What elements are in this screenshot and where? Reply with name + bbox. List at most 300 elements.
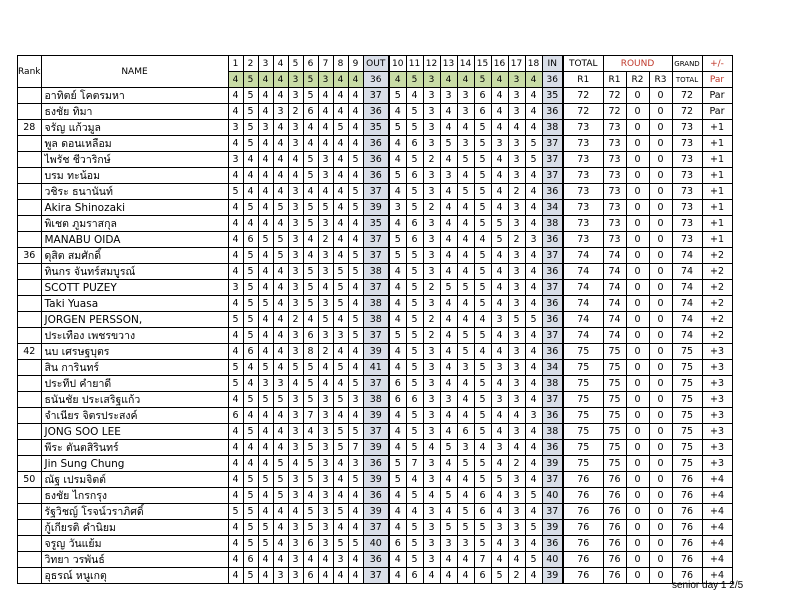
hole-score: 3 xyxy=(491,312,508,328)
hole-number-header: 9 xyxy=(348,56,363,72)
rank-cell xyxy=(18,104,42,120)
par-value: 3 xyxy=(508,72,525,88)
hole-score: 5 xyxy=(406,488,423,504)
rank-cell xyxy=(18,408,42,424)
hole-score: 4 xyxy=(333,312,348,328)
hole-score: 5 xyxy=(318,312,333,328)
hole-score: 4 xyxy=(491,120,508,136)
total-score: 75 xyxy=(563,440,603,456)
hole-score: 4 xyxy=(440,456,457,472)
hole-score: 6 xyxy=(243,232,258,248)
hole-score: 6 xyxy=(474,488,491,504)
hole-number-header: 2 xyxy=(243,56,258,72)
hole-score: 3 xyxy=(288,120,303,136)
total-score: 75 xyxy=(563,456,603,472)
hole-score: 4 xyxy=(303,184,318,200)
hole-score: 4 xyxy=(228,248,243,264)
player-name: นบ เศรษฐบุตร xyxy=(41,344,228,360)
hole-score: 5 xyxy=(406,152,423,168)
round-2-score: 0 xyxy=(626,200,649,216)
hole-score: 3 xyxy=(423,408,440,424)
hole-score: 3 xyxy=(288,344,303,360)
hole-score: 4 xyxy=(491,328,508,344)
hole-score: 4 xyxy=(318,280,333,296)
hole-score: 4 xyxy=(303,424,318,440)
hole-score: 5 xyxy=(273,472,288,488)
round-1-score: 75 xyxy=(603,424,626,440)
hole-score: 3 xyxy=(508,328,525,344)
grand-total-score: 73 xyxy=(672,200,702,216)
hole-score: 5 xyxy=(258,472,273,488)
hole-score: 3 xyxy=(508,520,525,536)
player-row xyxy=(18,472,733,488)
hole-score: 5 xyxy=(389,248,406,264)
hole-score: 2 xyxy=(288,104,303,120)
in-score: 40 xyxy=(542,488,563,504)
round-1-score: 73 xyxy=(603,136,626,152)
plus-minus-header-top: +/- xyxy=(702,56,732,72)
round-1-score: 76 xyxy=(603,536,626,552)
hole-score: 5 xyxy=(303,168,318,184)
player-row xyxy=(18,536,733,552)
hole-score: 4 xyxy=(491,168,508,184)
hole-score: 4 xyxy=(258,280,273,296)
hole-score: 4 xyxy=(228,296,243,312)
round-1-score: 74 xyxy=(603,328,626,344)
hole-score: 4 xyxy=(258,264,273,280)
hole-score: 3 xyxy=(440,392,457,408)
par-value: 4 xyxy=(348,72,363,88)
hole-score: 5 xyxy=(457,504,474,520)
plus-minus-par: +2 xyxy=(702,280,732,296)
hole-score: 3 xyxy=(508,88,525,104)
round-1-score: 72 xyxy=(603,88,626,104)
round-3-score: 0 xyxy=(649,88,672,104)
out-score: 36 xyxy=(363,456,389,472)
hole-score: 5 xyxy=(406,296,423,312)
hole-score: 4 xyxy=(440,232,457,248)
hole-score: 5 xyxy=(303,456,318,472)
hole-score: 4 xyxy=(474,312,491,328)
hole-score: 4 xyxy=(525,344,542,360)
hole-score: 5 xyxy=(243,520,258,536)
hole-score: 4 xyxy=(228,136,243,152)
hole-score: 7 xyxy=(474,552,491,568)
hole-score: 3 xyxy=(423,88,440,104)
grand-total-score: 73 xyxy=(672,136,702,152)
in-score: 37 xyxy=(542,392,563,408)
hole-score: 3 xyxy=(288,264,303,280)
hole-score: 4 xyxy=(303,136,318,152)
in-score: 36 xyxy=(542,536,563,552)
hole-score: 3 xyxy=(423,264,440,280)
player-row xyxy=(18,200,733,216)
plus-minus-par: +2 xyxy=(702,248,732,264)
hole-score: 5 xyxy=(406,248,423,264)
rank-header: Rank xyxy=(18,56,42,88)
grand-total-score: 74 xyxy=(672,248,702,264)
hole-score: 4 xyxy=(333,408,348,424)
out-score: 38 xyxy=(363,264,389,280)
hole-score: 6 xyxy=(474,104,491,120)
hole-score: 5 xyxy=(258,520,273,536)
hole-score: 3 xyxy=(423,536,440,552)
round-1-score: 75 xyxy=(603,392,626,408)
hole-score: 4 xyxy=(228,264,243,280)
hole-score: 4 xyxy=(228,232,243,248)
par-value: 4 xyxy=(258,72,273,88)
hole-score: 3 xyxy=(508,376,525,392)
round-3-score: 0 xyxy=(649,536,672,552)
hole-score: 5 xyxy=(288,360,303,376)
round-2-score: 0 xyxy=(626,296,649,312)
player-row xyxy=(18,216,733,232)
hole-score: 5 xyxy=(406,200,423,216)
player-row xyxy=(18,392,733,408)
rank-cell xyxy=(18,536,42,552)
player-name: รัฐวิชญ์ โรจน์วราภิศดิ์ xyxy=(41,504,228,520)
hole-score: 2 xyxy=(423,152,440,168)
out-score: 36 xyxy=(363,168,389,184)
hole-score: 3 xyxy=(491,360,508,376)
hole-score: 2 xyxy=(318,344,333,360)
out-score: 36 xyxy=(363,136,389,152)
hole-score: 4 xyxy=(457,568,474,584)
hole-score: 4 xyxy=(258,248,273,264)
hole-score: 5 xyxy=(525,312,542,328)
hole-score: 5 xyxy=(457,456,474,472)
hole-score: 4 xyxy=(273,168,288,184)
player-row xyxy=(18,312,733,328)
out-score: 36 xyxy=(363,152,389,168)
hole-score: 6 xyxy=(406,568,423,584)
round-2-score: 0 xyxy=(626,520,649,536)
player-row xyxy=(18,408,733,424)
hole-score: 5 xyxy=(333,424,348,440)
hole-score: 4 xyxy=(508,408,525,424)
hole-score: 3 xyxy=(288,488,303,504)
in-score: 38 xyxy=(542,216,563,232)
in-score: 37 xyxy=(542,504,563,520)
hole-score: 4 xyxy=(273,152,288,168)
plus-minus-par: +4 xyxy=(702,504,732,520)
hole-score: 4 xyxy=(457,488,474,504)
hole-score: 3 xyxy=(508,216,525,232)
hole-score: 5 xyxy=(474,216,491,232)
hole-score: 4 xyxy=(440,264,457,280)
player-name: Taki Yuasa xyxy=(41,296,228,312)
hole-score: 2 xyxy=(318,232,333,248)
rank-cell xyxy=(18,200,42,216)
hole-score: 3 xyxy=(318,424,333,440)
hole-score: 5 xyxy=(474,184,491,200)
hole-score: 4 xyxy=(288,168,303,184)
out-score: 37 xyxy=(363,88,389,104)
hole-number-header: 16 xyxy=(491,56,508,72)
hole-score: 5 xyxy=(406,104,423,120)
plus-minus-par: +1 xyxy=(702,152,732,168)
hole-score: 4 xyxy=(457,552,474,568)
hole-score: 5 xyxy=(389,328,406,344)
player-name: พีระ ตันตสิรินทร์ xyxy=(41,440,228,456)
round-3-score: 0 xyxy=(649,344,672,360)
hole-score: 4 xyxy=(228,488,243,504)
hole-score: 3 xyxy=(318,520,333,536)
hole-score: 4 xyxy=(273,552,288,568)
round-2-score: 0 xyxy=(626,88,649,104)
hole-score: 4 xyxy=(333,376,348,392)
hole-score: 5 xyxy=(440,136,457,152)
hole-score: 3 xyxy=(508,104,525,120)
round-2-score: 0 xyxy=(626,312,649,328)
hole-score: 3 xyxy=(348,456,363,472)
hole-score: 4 xyxy=(228,536,243,552)
hole-score: 3 xyxy=(288,472,303,488)
in-score: 37 xyxy=(542,248,563,264)
hole-score: 5 xyxy=(474,456,491,472)
total-score: 73 xyxy=(563,152,603,168)
grand-total-score: 73 xyxy=(672,152,702,168)
rank-cell xyxy=(18,392,42,408)
grand-total-score: 75 xyxy=(672,376,702,392)
round-3-score: 0 xyxy=(649,456,672,472)
out-score: 36 xyxy=(363,488,389,504)
hole-score: 4 xyxy=(333,168,348,184)
plus-minus-par: +1 xyxy=(702,184,732,200)
hole-score: 4 xyxy=(333,456,348,472)
round-subheader: R2 xyxy=(626,72,649,88)
hole-score: 4 xyxy=(525,264,542,280)
hole-score: 5 xyxy=(440,440,457,456)
hole-score: 4 xyxy=(333,200,348,216)
player-name: จรัญ แก้วมูล xyxy=(41,120,228,136)
hole-score: 5 xyxy=(273,200,288,216)
player-name: ประทีป คำยาดี xyxy=(41,376,228,392)
grand-total-score: 76 xyxy=(672,536,702,552)
round-2-score: 0 xyxy=(626,488,649,504)
out-score: 37 xyxy=(363,248,389,264)
hole-score: 3 xyxy=(423,296,440,312)
hole-score: 4 xyxy=(273,408,288,424)
rank-cell xyxy=(18,568,42,584)
round-3-score: 0 xyxy=(649,408,672,424)
hole-score: 4 xyxy=(457,296,474,312)
par-value: 4 xyxy=(273,72,288,88)
out-score: 38 xyxy=(363,392,389,408)
hole-score: 5 xyxy=(243,312,258,328)
player-row xyxy=(18,296,733,312)
hole-score: 3 xyxy=(288,424,303,440)
hole-score: 4 xyxy=(318,120,333,136)
total-score: 73 xyxy=(563,168,603,184)
hole-score: 5 xyxy=(389,472,406,488)
hole-score: 3 xyxy=(423,520,440,536)
hole-score: 5 xyxy=(474,120,491,136)
hole-score: 5 xyxy=(333,504,348,520)
hole-score: 3 xyxy=(273,568,288,584)
round-1-score: 73 xyxy=(603,152,626,168)
out-score: 39 xyxy=(363,344,389,360)
hole-score: 3 xyxy=(318,456,333,472)
hole-score: 5 xyxy=(474,328,491,344)
hole-score: 3 xyxy=(440,88,457,104)
round-2-score: 0 xyxy=(626,264,649,280)
grand-total-score: 75 xyxy=(672,424,702,440)
hole-score: 4 xyxy=(348,360,363,376)
total-score: 75 xyxy=(563,344,603,360)
hole-score: 3 xyxy=(423,456,440,472)
hole-score: 3 xyxy=(288,440,303,456)
hole-score: 4 xyxy=(333,472,348,488)
hole-score: 5 xyxy=(440,280,457,296)
hole-score: 4 xyxy=(348,552,363,568)
total-header: TOTAL xyxy=(563,56,603,72)
round-2-score: 0 xyxy=(626,408,649,424)
round-2-score: 0 xyxy=(626,168,649,184)
hole-score: 3 xyxy=(457,104,474,120)
hole-score: 4 xyxy=(440,104,457,120)
hole-score: 4 xyxy=(348,520,363,536)
total-score: 74 xyxy=(563,248,603,264)
hole-score: 4 xyxy=(389,360,406,376)
total-score: 73 xyxy=(563,200,603,216)
hole-score: 4 xyxy=(318,568,333,584)
hole-score: 4 xyxy=(525,472,542,488)
round-3-score: 0 xyxy=(649,136,672,152)
hole-score: 5 xyxy=(243,488,258,504)
out-score: 40 xyxy=(363,536,389,552)
hole-score: 4 xyxy=(228,424,243,440)
hole-score: 5 xyxy=(243,200,258,216)
player-row xyxy=(18,344,733,360)
out-score: 39 xyxy=(363,440,389,456)
hole-score: 4 xyxy=(525,440,542,456)
hole-score: 3 xyxy=(228,120,243,136)
hole-score: 4 xyxy=(243,184,258,200)
player-row xyxy=(18,328,733,344)
hole-score: 3 xyxy=(288,248,303,264)
grand-total-score: 75 xyxy=(672,456,702,472)
hole-score: 4 xyxy=(348,120,363,136)
hole-score: 2 xyxy=(508,568,525,584)
round-3-score: 0 xyxy=(649,312,672,328)
player-name: พูล ดอนเหลือม xyxy=(41,136,228,152)
par-value: 4 xyxy=(440,72,457,88)
hole-score: 4 xyxy=(273,440,288,456)
hole-score: 5 xyxy=(474,296,491,312)
out-score: 38 xyxy=(363,296,389,312)
par-value: 4 xyxy=(333,72,348,88)
hole-score: 4 xyxy=(273,344,288,360)
hole-score: 3 xyxy=(508,264,525,280)
plus-minus-par: +1 xyxy=(702,136,732,152)
hole-score: 2 xyxy=(423,328,440,344)
total-score: 73 xyxy=(563,136,603,152)
hole-score: 3 xyxy=(440,168,457,184)
round-1-score: 75 xyxy=(603,360,626,376)
grand-total-score: 76 xyxy=(672,472,702,488)
round-3-score: 0 xyxy=(649,504,672,520)
rank-cell xyxy=(18,168,42,184)
hole-score: 6 xyxy=(303,568,318,584)
hole-score: 5 xyxy=(440,520,457,536)
hole-score: 5 xyxy=(406,344,423,360)
player-row xyxy=(18,568,733,584)
hole-score: 4 xyxy=(228,520,243,536)
hole-score: 5 xyxy=(491,216,508,232)
grand-total-header-bottom: TOTAL xyxy=(672,72,702,88)
hole-score: 5 xyxy=(406,440,423,456)
hole-score: 3 xyxy=(508,200,525,216)
player-name: จำเนียร จิตรประสงค์ xyxy=(41,408,228,424)
hole-score: 4 xyxy=(273,360,288,376)
player-row xyxy=(18,232,733,248)
total-score: 75 xyxy=(563,360,603,376)
hole-score: 5 xyxy=(348,376,363,392)
hole-score: 3 xyxy=(423,120,440,136)
hole-score: 3 xyxy=(457,360,474,376)
hole-score: 4 xyxy=(457,216,474,232)
par-value: 4 xyxy=(457,72,474,88)
grand-total-score: 73 xyxy=(672,184,702,200)
hole-score: 3 xyxy=(423,344,440,360)
hole-score: 5 xyxy=(348,424,363,440)
in-header: IN xyxy=(542,56,563,72)
plus-minus-par: +4 xyxy=(702,488,732,504)
hole-score: 4 xyxy=(273,520,288,536)
hole-score: 3 xyxy=(288,296,303,312)
hole-score: 5 xyxy=(389,168,406,184)
hole-score: 5 xyxy=(303,392,318,408)
out-score: 36 xyxy=(363,552,389,568)
hole-score: 3 xyxy=(423,216,440,232)
hole-score: 5 xyxy=(406,280,423,296)
hole-score: 5 xyxy=(525,552,542,568)
out-score: 36 xyxy=(363,104,389,120)
round-1-score: 75 xyxy=(603,344,626,360)
player-row xyxy=(18,280,733,296)
hole-score: 3 xyxy=(423,552,440,568)
hole-score: 4 xyxy=(273,280,288,296)
hole-score: 4 xyxy=(457,232,474,248)
hole-score: 4 xyxy=(525,184,542,200)
round-1-score: 76 xyxy=(603,472,626,488)
hole-score: 4 xyxy=(258,312,273,328)
total-score: 75 xyxy=(563,392,603,408)
player-row xyxy=(18,488,733,504)
hole-score: 4 xyxy=(258,184,273,200)
hole-score: 4 xyxy=(348,104,363,120)
hole-score: 5 xyxy=(474,136,491,152)
hole-score: 4 xyxy=(333,152,348,168)
in-score: 39 xyxy=(542,568,563,584)
plus-minus-par: +1 xyxy=(702,168,732,184)
hole-score: 4 xyxy=(303,120,318,136)
hole-score: 3 xyxy=(508,168,525,184)
hole-score: 6 xyxy=(457,424,474,440)
grand-total-score: 76 xyxy=(672,552,702,568)
hole-score: 4 xyxy=(258,328,273,344)
hole-score: 4 xyxy=(491,408,508,424)
grand-total-score: 74 xyxy=(672,312,702,328)
hole-score: 4 xyxy=(243,216,258,232)
rank-cell xyxy=(18,552,42,568)
round-1-score: 74 xyxy=(603,312,626,328)
par-value: 5 xyxy=(474,72,491,88)
round-2-score: 0 xyxy=(626,104,649,120)
par-value: 3 xyxy=(423,72,440,88)
hole-score: 3 xyxy=(288,232,303,248)
